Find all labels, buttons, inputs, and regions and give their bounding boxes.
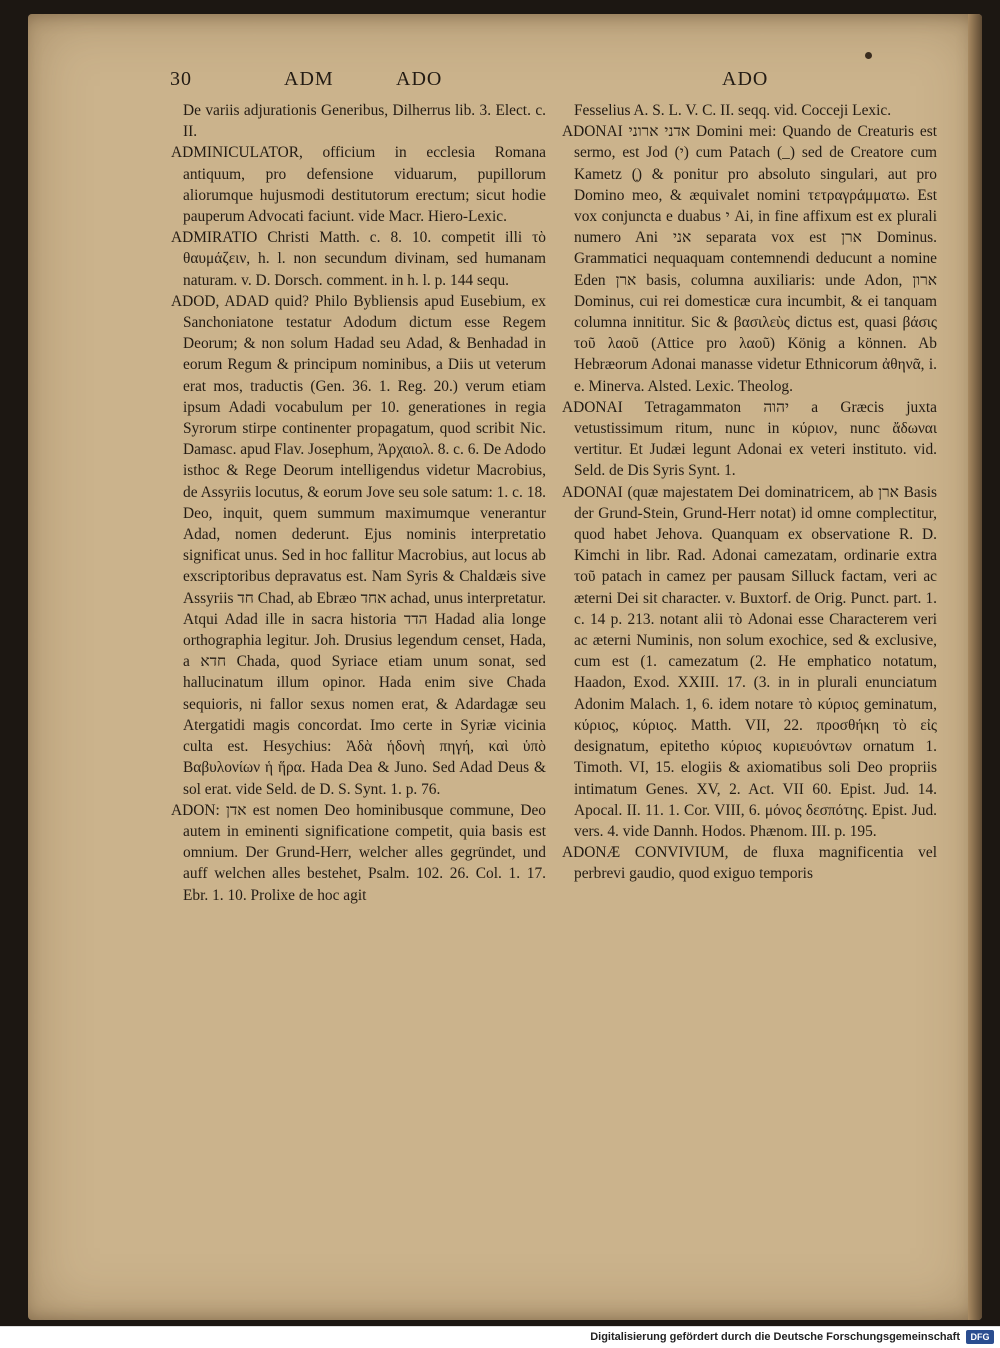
entry-text: De variis adjurationis Generibus, Dilherrus lib. 3. Elect. c. II. (183, 102, 546, 141)
footer-bar (0, 1326, 1000, 1348)
center-running-head: ADO (396, 68, 443, 90)
dfg-logo: DFG (966, 1330, 994, 1344)
entry-adod: ADOD, ADAD quid? Philo Bybliensis apud Eusebium, ex Sanchoniatone testatur Adodum dictum esse Regem Deorum; & non solum Hadad seu Adad, & Benhadad in eorum Regum & principum nominibus, a Diis ut veterum erat mos, traductis (Gen. 36. 1. Reg. 20.) verum etiam ipsum Adadi vocabulum per 10. generationes in regia Syrorum stirpe continenter propagatum, quod scribit Nic. Damasc. apud Flav. Josephum, Ἀρχαιολ. 8. c. 6. De Adodo isthoc & Rege Deorum intelligendus videtur Macrobius, de Assyriis locutus, & eorum Jove seu sole satum: 1. c. 18. Deo, inquit, quem summum maximumque venerantur Adad, nomen dederunt. Ejus nominis interpretatio significat unus. Sed in hoc fallitur Macrobius, aut locus ab exscriptoribus depravatus est. Nam Syris & Chaldæis sive Assyriis חד Chad, ab Ebræo אחד achad, unus interpretatur. Atqui Adad ille in sacra historia הדד Hadad alia longe orthographia legitur. Joh. Drusius legendum censet, Hada, a חדא Chada, quod Syriace etiam unum sonat, sed hallucinatum illum opinor. Hada enim sive Chada sequioris, ni fallor sexus nomen erat, & Adardagæ seu Atergatidi magis concordat. Imo certe in Syriæ vicinia culta est. Hesychius: Ἀδὰ ἡδονὴ πηγή, καὶ ὑπὸ Βαβυλονίων ἡ ἥρα. Hada Dea & Juno. Sed Adad Deus & sol erat. vide Seld. de D. S. Synt. 1. p. 76. (171, 292, 546, 798)
left-running-head: ADM (284, 68, 334, 90)
entry-adonae-convivium: ADONÆ CONVIVIUM, de fluxa magnificentia vel perbrevi gaudio, quod exiguo temporis (562, 844, 937, 883)
ink-spot (865, 52, 872, 59)
entry-text: Fesselius A. S. L. V. C. II. seqq. vid. Cocceji Lexic. (574, 102, 892, 119)
entry-adonai: ADONAI אדני ארוני Domini mei: Quando de Creaturis est sermo, est Jod (י) cum Patach (_) sed de Creatore cum Kametz (ָ) & ponitur pro absoluto singulari, aut pro Domino meo, & æquivalet nomini τετραγράμματω. Est vox conjuncta e duabus י Ai, in fine affixum est ex plurali numero Ani אני separata vox est ארן Dominus. Grammatici nequaquam contemnendi deducunt a nomine Eden ארן basis, columna auxiliaris: unde Adon, ארון Dominus, cui rei domesticæ cura incumbit, & ei tanquam columna innititur. Sic & βασιλεὺς dictus est, quasi βάσις τοῦ λαοῦ (Attice pro λαοῦ) König a können. Ab Hebræorum Adonai manasse videtur Ethnicorum ἀθηνᾶ, i. e. Minerva. Alsted. Lexic. Theolog. (562, 123, 938, 395)
entry-adminiculator: ADMINICULATOR, officium in ecclesia Romana antiquum, pro defensione viduarum, pupillorum aliorumque hujusmodi destitutorum erectum; sicut hodie pauperum Advocati faciunt. vide Macr. Hiero-Lexic. (171, 144, 546, 226)
left-column (171, 100, 546, 906)
entry-admiratio: ADMIRATIO Christi Matth. c. 8. 10. competit illi τὸ θαυμάζειν, h. l. non secundum divinam, sed humanam naturam. v. D. Dorsch. comment. in h. l. p. 144 sequ. (171, 229, 546, 289)
entry-adonai-majestatem: ADONAI (quæ majestatem Dei dominatricem, ab ארן Basis der Grund-Stein, Grund-Herr notat) id omne complectitur, quod habet Jehova. Quanquam ex observatione R. D. Kimchi in libr. Rad. Adonai camezatam, ordinarie extra τοῦ patach in camez per pausam Silluck factam, veri ac æterni Dei sit character. v. Buxtorf. de Orig. Punct. part. 1. c. 14 p. 213. notant alii τὸ Adonai esse Characterem veri ac æterni Numinis, non solum exochice, sed & exclusive, cum est (1. camezatum (2. He emphatico notatum, Haadon, Exod. XXIII. 17. (3. in in plurali enunciatum Adonim Malach. 1, 6. idem notare τὸ κύριος geminatum, κύριος, κύριος. Matth. VII, 22. προσθήκη τὸ εἰς designatum, epitetho κύριος κυριευόντων ornatum 1. Timoth. VI, 15. elogiis & axiomatibus soli Deo propriis intimatum Genes. XV, 2. Act. VII 60. Epist. Jud. 14. Apocal. II. 11. 1. Cor. VIII, 6. μόνος δεσπότης. Epist. Jud. vers. 4. vide Dannh. Hodos. Phænom. III. p. 195. (562, 483, 937, 840)
book-page (28, 14, 982, 1320)
right-column (562, 100, 937, 885)
page-number: 30 (170, 68, 192, 90)
running-header (28, 68, 982, 98)
entry-adonai-tetragammaton: ADONAI Tetragammaton יהוה a Græcis juxta vetustissimum ritum, nunc in κύριον, nunc ἄδωναι vertitur. Et Judæi legunt Adonai ex veteri instituto. vid. Seld. de Dis Syris Synt. 1. (562, 398, 937, 480)
entry-adon: ADON: אדן est nomen Deo hominibusque commune, Deo autem in eminenti significatione competit, quia basis est omnium. Der Grund-Herr, welcher alles gegründet, und auff welchen alles bestehet, Psalm. 102. 26. Col. 1. 17. Ebr. 1. 10. Prolixe de hoc agit (171, 801, 546, 904)
funding-credit: Digitalisierung gefördert durch die Deutsche Forschungsgemeinschaft (590, 1331, 960, 1343)
right-running-head: ADO (722, 68, 769, 90)
page-edge (968, 14, 982, 1320)
